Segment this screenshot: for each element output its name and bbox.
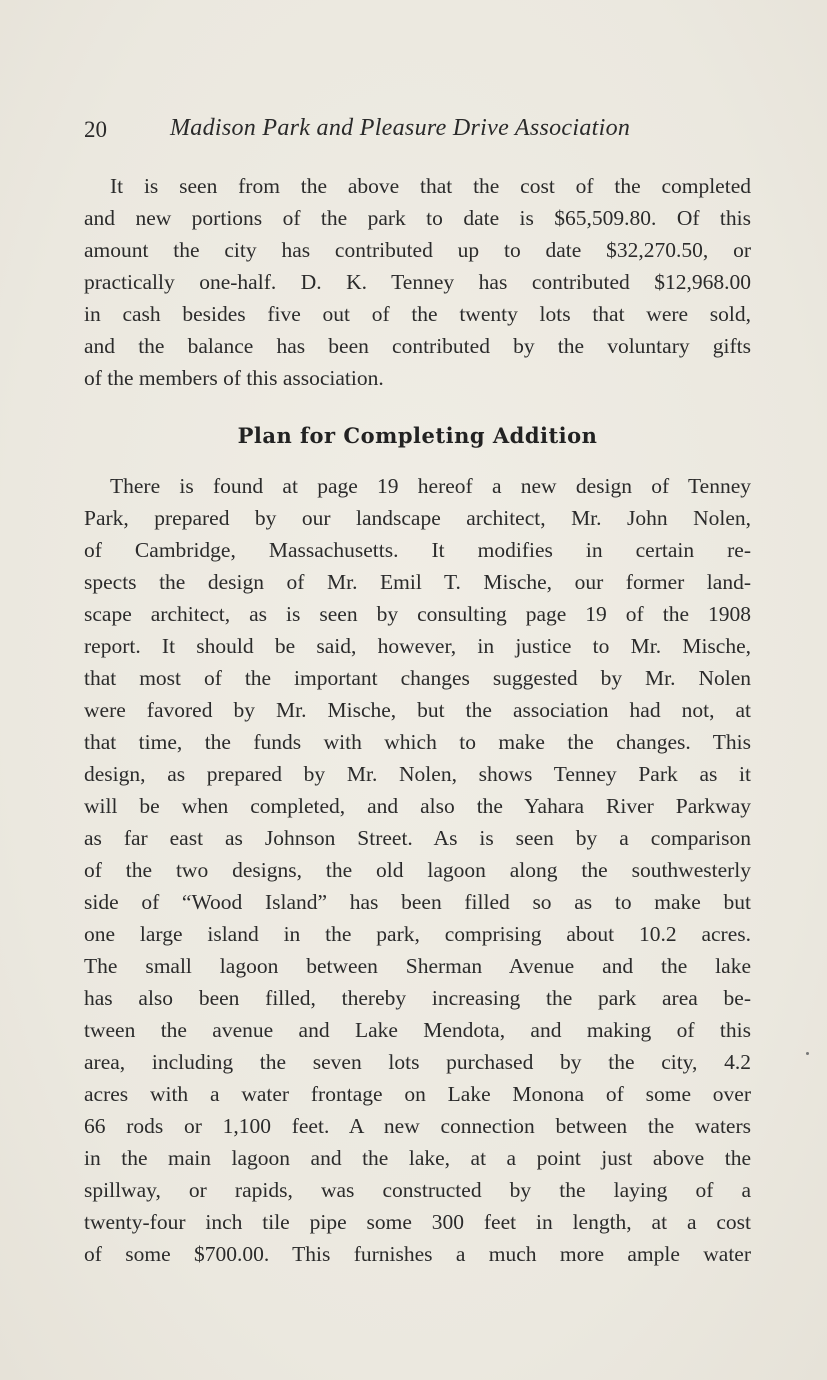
paragraph-line: and new portions of the park to date is $65,509.80. Of this — [84, 206, 751, 230]
paragraph-line: one large island in the park, comprising about 10.2 acres. — [84, 922, 751, 946]
paragraph-line: of some $700.00. This furnishes a much more ample water — [84, 1242, 751, 1266]
paragraph-line: will be when completed, and also the Yahara River Parkway — [84, 794, 751, 818]
paragraph-line: were favored by Mr. Mische, but the association had not, at — [84, 698, 751, 722]
paragraph-line: that most of the important changes suggested by Mr. Nolen — [84, 666, 751, 690]
paragraph-line: has also been filled, thereby increasing the park area be- — [84, 986, 751, 1010]
paragraph-line: twenty-four inch tile pipe some 300 feet in length, at a cost — [84, 1210, 751, 1234]
running-header — [84, 115, 754, 149]
running-title: Madison Park and Pleasure Drive Association — [170, 115, 631, 141]
paragraph-line: area, including the seven lots purchased by the city, 4.2 — [84, 1050, 751, 1074]
paragraph-line: There is found at page 19 hereof a new design of Tenney — [110, 474, 751, 498]
paragraph-line: It is seen from the above that the cost of the completed — [110, 174, 751, 198]
paragraph-line: of Cambridge, Massachusetts. It modifies in certain re- — [84, 538, 751, 562]
paragraph-line: side of “Wood Island” has been filled so as to make but — [84, 890, 751, 914]
paragraph-line: of the members of this association. — [84, 366, 384, 390]
paragraph-line: acres with a water frontage on Lake Monona of some over — [84, 1082, 751, 1106]
paragraph-line: spects the design of Mr. Emil T. Mische, our former land- — [84, 570, 751, 594]
paragraph-line: practically one-half. D. K. Tenney has contributed $12,968.00 — [84, 270, 751, 294]
paragraph-line: of the two designs, the old lagoon along the southwesterly — [84, 858, 751, 882]
paragraph-line: amount the city has contributed up to date $32,270.50, or — [84, 238, 751, 262]
paragraph-line: scape architect, as is seen by consulting page 19 of the 1908 — [84, 602, 751, 626]
paragraph-line: spillway, or rapids, was constructed by the laying of a — [84, 1178, 751, 1202]
paragraph-line: 66 rods or 1,100 feet. A new connection between the waters — [84, 1114, 751, 1138]
paragraph-line: as far east as Johnson Street. As is seen by a comparison — [84, 826, 751, 850]
paragraph-line: in cash besides five out of the twenty lots that were sold, — [84, 302, 751, 326]
paragraph-line: tween the avenue and Lake Mendota, and making of this — [84, 1018, 751, 1042]
paragraph-line: and the balance has been contributed by the voluntary gifts — [84, 334, 751, 358]
paper-speck — [806, 1052, 809, 1055]
paragraph-line: The small lagoon between Sherman Avenue and the lake — [84, 954, 751, 978]
paragraph-line: report. It should be said, however, in justice to Mr. Mische, — [84, 634, 751, 658]
paragraph-line: design, as prepared by Mr. Nolen, shows Tenney Park as it — [84, 762, 751, 786]
page-number: 20 — [84, 117, 107, 142]
paragraph-line: Park, prepared by our landscape architect, Mr. John Nolen, — [84, 506, 751, 530]
section-heading: Plan for Completing Addition — [237, 423, 598, 448]
paragraph-line: in the main lagoon and the lake, at a point just above the — [84, 1146, 751, 1170]
paragraph-line: that time, the funds with which to make the changes. This — [84, 730, 751, 754]
